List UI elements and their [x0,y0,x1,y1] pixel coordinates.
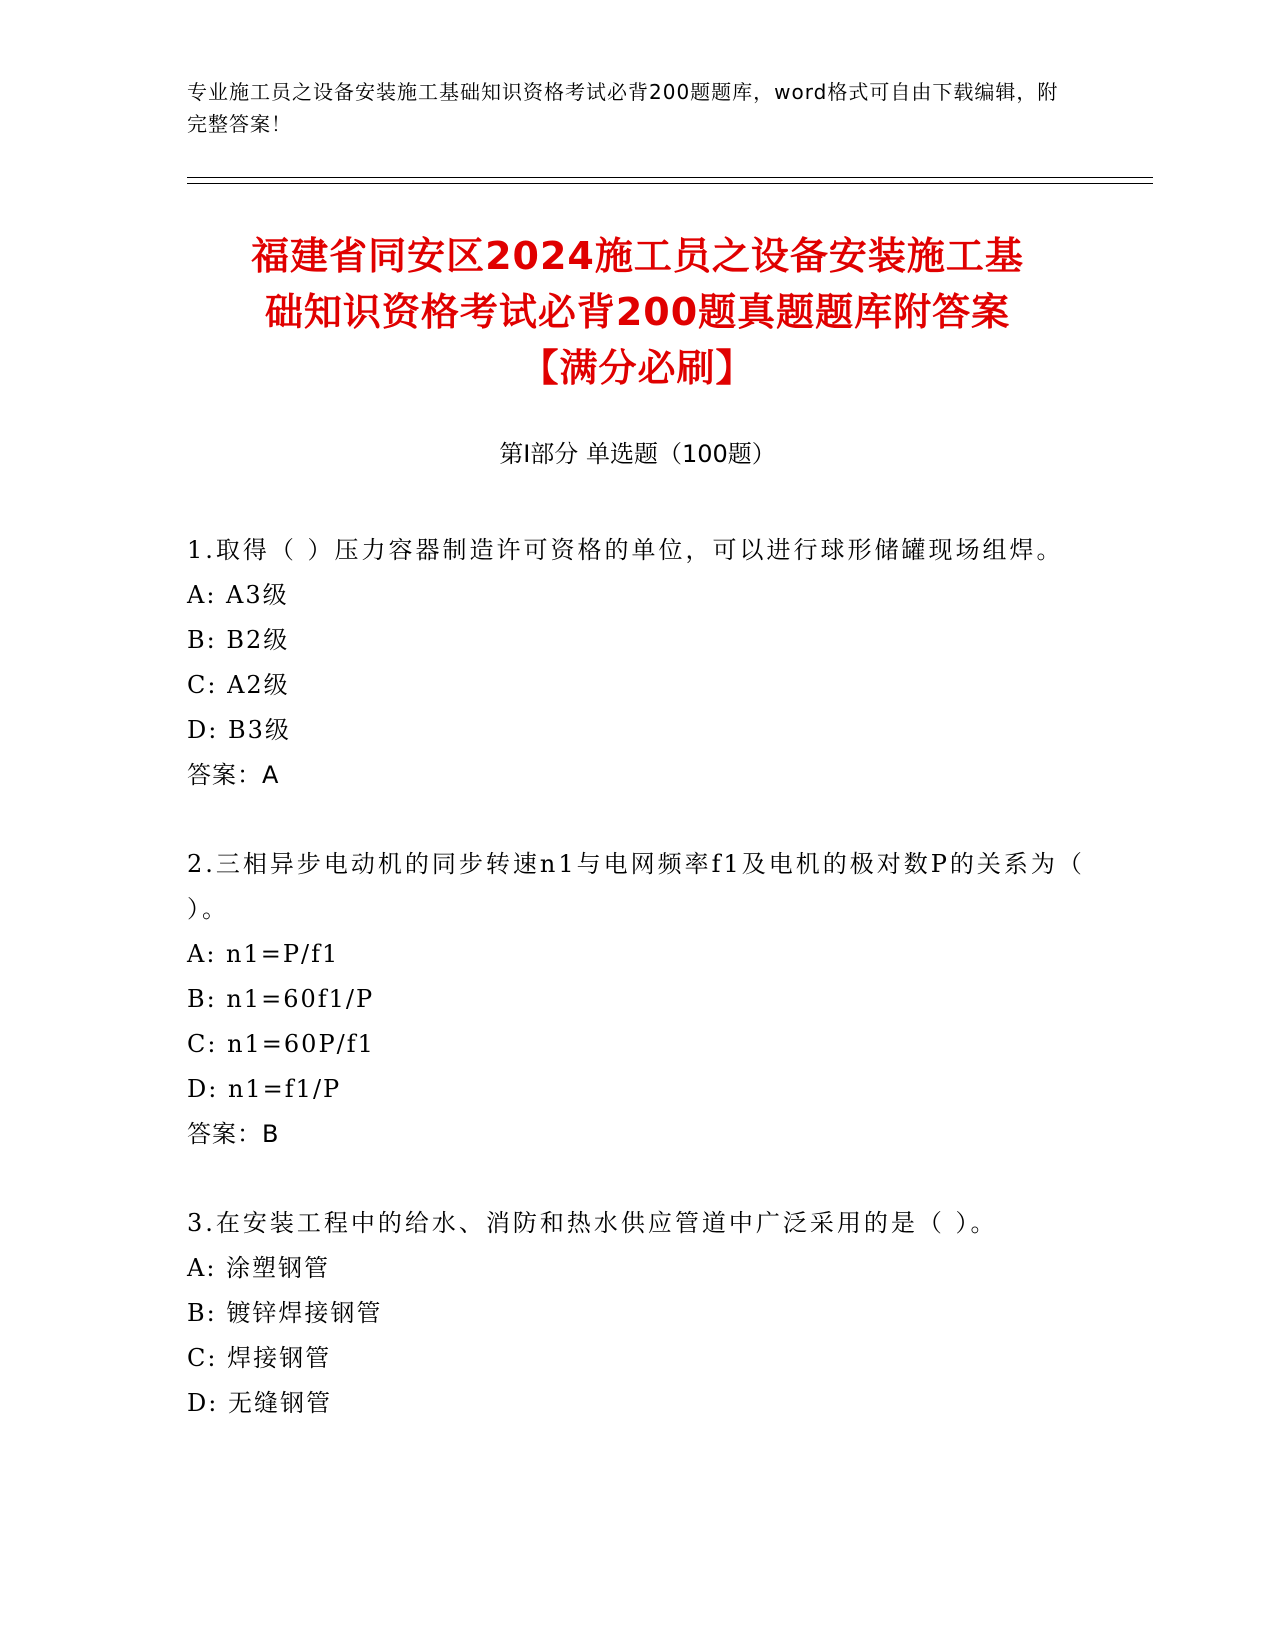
option-d: D: 无缝钢管 [187,1389,332,1417]
option-c: C: 焊接钢管 [187,1344,332,1372]
document-title [150,228,1125,396]
option-b: B: 镀锌焊接钢管 [187,1299,383,1327]
title-line: 福建省同安区2024施工员之设备安装施工基 [251,234,1024,278]
section-title: 第I部分 单选题（100题） [499,440,776,468]
header-note: 专业施工员之设备安装施工基础知识资格考试必背200题题库，word格式可自由下载编辑，附完整答案！ [187,80,1059,136]
header-divider-top [187,177,1153,178]
option-d: D: n1=f1/P [187,1075,342,1103]
answer: 答案：B [187,1120,280,1148]
question-stem: 1.取得（ ）压力容器制造许可资格的单位，可以进行球形储罐现场组焊。 [187,536,1064,564]
question-item [187,842,1087,1157]
header-divider-bottom [187,183,1153,184]
title-line: 础知识资格考试必背200题真题题库附答案 [264,290,1011,334]
option-a: A: n1=P/f1 [187,940,340,968]
option-c: C: A2级 [187,671,290,699]
option-b: B: n1=60f1/P [187,985,375,1013]
title-line: 【满分必刷】 [520,346,755,390]
option-a: A: 涂塑钢管 [187,1254,331,1282]
option-b: B: B2级 [187,626,290,654]
question-item [187,528,1087,798]
option-a: A: A3级 [187,581,289,609]
question-stem: 2.三相异步电动机的同步转速n1与电网频率f1及电机的极对数P的关系为（ ）。 [187,850,1085,923]
question-item [187,1201,1087,1426]
question-stem: 3.在安装工程中的给水、消防和热水供应管道中广泛采用的是（ ）。 [187,1209,998,1237]
answer: 答案：A [187,761,280,789]
option-d: D: B3级 [187,716,291,744]
question-list [187,528,1087,1470]
option-c: C: n1=60P/f1 [187,1030,375,1058]
